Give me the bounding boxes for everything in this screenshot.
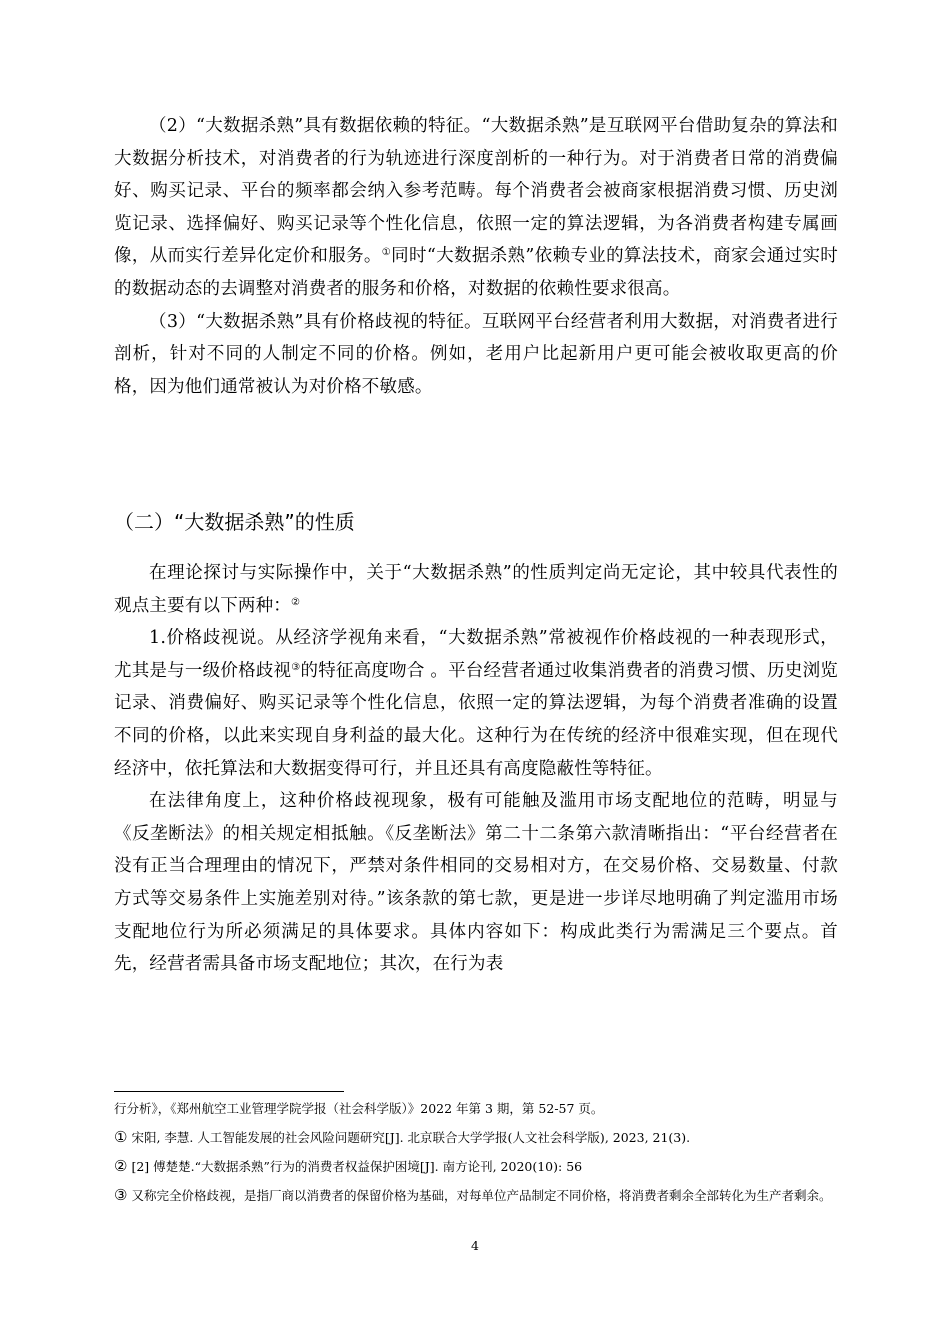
footnote-3 xyxy=(114,1184,838,1207)
footnote-2 xyxy=(114,1155,838,1178)
paragraph-legal-perspective: 在法律角度上，这种价格歧视现象，极有可能触及滥用市场支配地位的范畴，明显与《反垄断法》的相关规定相抵触。《反垄断法》第二十二条第六款清晰指出：“平台经营者在没有正当合理理由的情况下，严禁对条件相同的交易相对方，在交易价格、交易数量、付款方式等交易条件上实施差别对待。”该条款的第七款，更是进一步详尽地明确了判定滥用市场支配地位行为所必须满足的具体要求。具体内容如下：构成此类行为需满足三个要点。首先，经营者需具备市场支配地位；其次，在行为表 xyxy=(114,791,838,975)
paragraph-text: （2）“大数据杀熟”具有数据依赖的特征。“大数据杀熟”是互联网平台借助复杂的算法和大数据分析技术，对消费者的行为轨迹进行深度剖析的一种行为。对于消费者日常的消费偏好、购买记录、平台的频率都会纳入参考范畴。每个消费者会被商家根据消费习惯、历史浏览记录、选择偏好、购买记录等个性化信息，依照一定的算法逻辑，为各消费者构建专属画像，从而实行差异化定价和服务。 xyxy=(114,116,838,267)
body-section-1 xyxy=(114,110,838,403)
paragraph-text: 在理论探讨与实际操作中，关于“大数据杀熟”的性质判定尚无定论，其中较具代表性的观点主要有以下两种： xyxy=(114,563,838,616)
footnote-1 xyxy=(114,1126,838,1149)
section-heading: （二）“大数据杀熟”的性质 xyxy=(114,510,355,534)
footnote-mark: ① xyxy=(114,1128,128,1146)
paragraph-intro xyxy=(114,557,838,622)
paragraph-price-discrimination-theory xyxy=(114,622,838,785)
paragraph-price-discrimination-feature: （3）“大数据杀熟”具有价格歧视的特征。互联网平台经营者利用大数据，对消费者进行剖析，针对不同的人制定不同的价格。例如，老用户比起新用户更可能会被收取更高的价格，因为他们通常被认为对价格不敏感。 xyxy=(114,311,838,397)
footnotes xyxy=(114,1098,838,1213)
body-section-2 xyxy=(114,557,838,981)
footnote-separator xyxy=(114,1091,344,1092)
paragraph-data-dependence xyxy=(114,110,838,306)
footnote-ref-3[interactable]: ③ xyxy=(291,661,301,673)
footnote-text: [2] 傅楚楚.“大数据杀熟”行为的消费者权益保护困境[J]. 南方论刊, 2020(10): 56 xyxy=(131,1159,583,1174)
footnote-continued: 行分析》，《郑州航空工业管理学院学报（社会科学版）》2022 年第 3 期，第 52-57 页。 xyxy=(114,1101,604,1116)
footnote-text: 宋阳, 李慧. 人工智能发展的社会风险问题研究[J]. 北京联合大学学报(人文社会科学版), 2023, 21(3). xyxy=(131,1130,691,1145)
footnote-mark: ③ xyxy=(114,1186,128,1204)
footnote-ref-2[interactable]: ② xyxy=(291,596,301,608)
footnote-text: 又称完全价格歧视，是指厂商以消费者的保留价格为基础，对每单位产品制定不同价格，将消费者剩余全部转化为生产者剩余。 xyxy=(131,1188,832,1203)
paragraph-text-continued: 的特征高度吻合 。平台经营者通过收集消费者的消费习惯、历史浏览记录、消费偏好、购买记录等个性化信息，依照一定的算法逻辑，为每个消费者准确的设置不同的价格，以此来实现自身利益的最大化。这种行为在传统的经济中很难实现，但在现代经济中，依托算法和大数据变得可行，并且还具有高度隐蔽性等特征。 xyxy=(114,660,839,779)
page-number: 4 xyxy=(471,1238,479,1253)
footnote-mark: ② xyxy=(114,1157,128,1175)
paragraph-text-continued: 同时“大数据杀熟”依赖专业的算法技术，商家会通过实时的数据动态的去调整对消费者的服务和价格，对数据的依赖性要求很高。 xyxy=(114,246,839,299)
footnote-ref-1[interactable]: ① xyxy=(381,247,392,259)
paragraph-text: 1.价格歧视说。从经济学视角来看，“大数据杀熟”常被视作价格歧视的一种表现形式，尤其是与一级价格歧视 xyxy=(114,628,838,681)
